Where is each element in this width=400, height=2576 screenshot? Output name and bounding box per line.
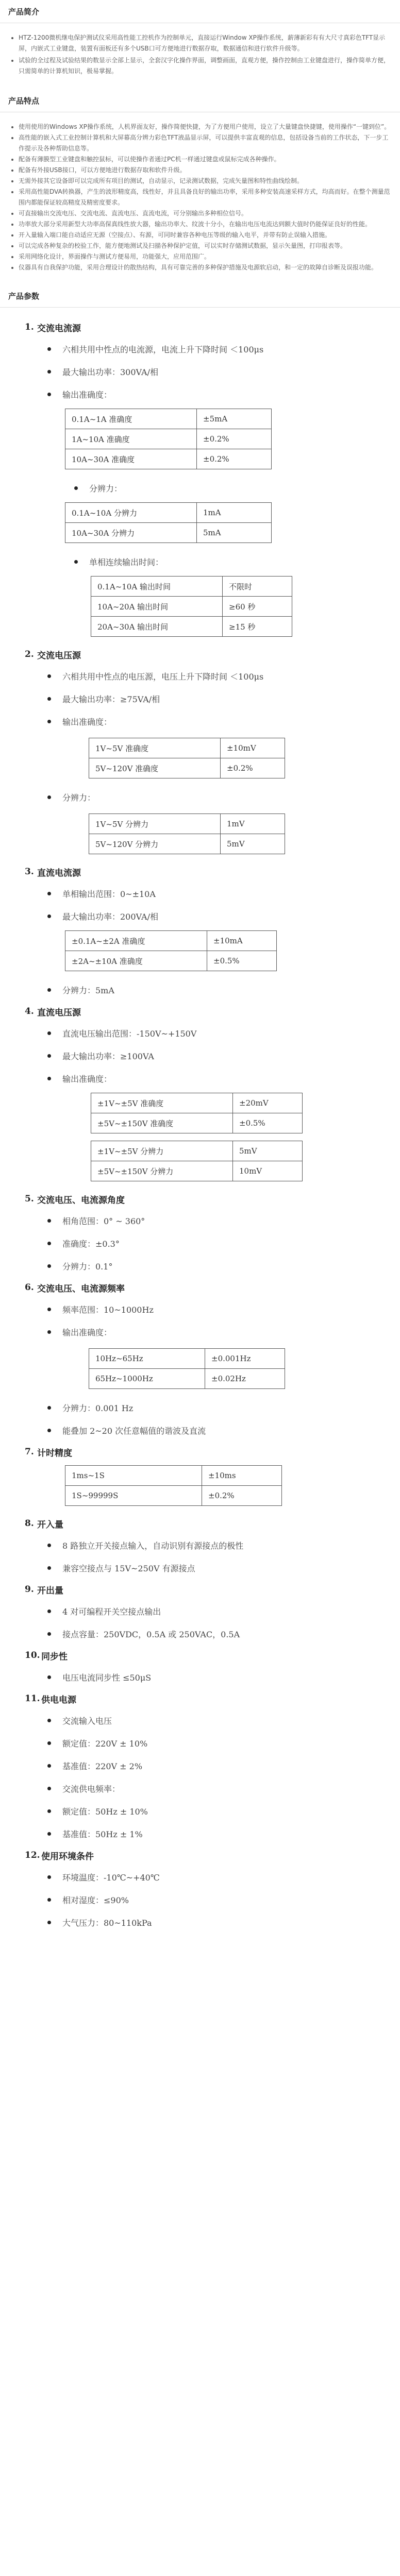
intro-header <box>0 0 400 23</box>
features-body <box>0 112 400 284</box>
bullet-dot <box>47 1809 51 1813</box>
section-number: 1. <box>25 322 34 332</box>
table-row <box>65 1486 282 1506</box>
feature-item: • 配备有外接USB接口，可以方便地进行数据存取和软件升级。 <box>19 165 391 176</box>
table-row <box>65 449 272 469</box>
param-section-title <box>0 861 400 882</box>
table-cell: ±2A~±10A 准确度 <box>65 951 207 971</box>
table-row <box>91 1141 303 1161</box>
table-wrap <box>0 930 400 971</box>
section-number: 2. <box>25 649 34 659</box>
intro-item: • HTZ-1200微机继电保护测试仪采用高性能工控机作为控制单元，直接运行Window XP操作系统，薪薄新彩有有大尺寸真彩色TFT显示屏，内嵌式工业键盘，装置有面板还有多个USB口可方便地进行数据存取，数据通信和进行软件升级等。 <box>19 32 391 54</box>
feature-item: • 使用使用的Windows XP操作系统，人机界面友好，操作简便快捷，为了方便用户使用，设立了大量键盘快捷键，使用操作“一键到位”。 <box>19 122 391 132</box>
param-bullet <box>0 1209 400 1232</box>
param-bullet <box>0 1732 400 1754</box>
bullet-dot <box>47 1741 51 1745</box>
spec-table <box>65 502 272 543</box>
spec-table <box>65 1465 282 1506</box>
param-section-title <box>0 1845 400 1866</box>
param-bullet <box>0 786 400 808</box>
table-cell: ±0.2% <box>202 1486 282 1506</box>
bullet-text: 基准值：50Hz ± 1% <box>62 1829 143 1839</box>
section-title-text: 交流电流源 <box>37 323 81 334</box>
table-row <box>89 758 285 778</box>
table-cell: 0.1A~10A 分辨力 <box>65 503 197 523</box>
param-bullet <box>0 1534 400 1556</box>
bullet-text: 最大输出功率：300VA/相 <box>62 367 158 377</box>
param-bullet <box>0 905 400 927</box>
bullet-dot <box>47 1242 51 1245</box>
bullet-dot <box>47 1406 51 1410</box>
bullet-dot <box>47 1219 51 1223</box>
table-cell: 不限时 <box>223 577 292 597</box>
feature-item: • 采用网络化设计，界面操作与测试方便易用，功能强大，应用范围广。 <box>19 251 391 262</box>
spec-table <box>91 576 292 637</box>
bullet-dot <box>47 1719 51 1722</box>
param-bullet <box>0 1822 400 1845</box>
param-section-title <box>0 1277 400 1298</box>
bullet-text: 六相共用中性点的电压源，电压上升下降时间 ＜100μs <box>62 671 264 682</box>
table-cell: 5mV <box>233 1141 303 1161</box>
table-cell: ±5V~±150V 分辨力 <box>91 1161 233 1181</box>
bullet-dot <box>47 892 51 895</box>
bullet-text: 输出准确度： <box>62 1327 112 1337</box>
bullet-dot <box>47 1764 51 1768</box>
table-cell: ±1V~±5V 分辨力 <box>91 1141 233 1161</box>
table-cell: 10Hz~65Hz <box>89 1349 205 1369</box>
bullet-text: 交流供电频率： <box>62 1784 121 1794</box>
param-bullet <box>0 1888 400 1911</box>
table-cell: 5mV <box>221 834 285 854</box>
spec-table <box>89 738 285 778</box>
feature-item: • 可直接输出交流电压、交流电流、直流电压、直流电流，可分别输出多种相位信号。 <box>19 208 391 219</box>
param-bullet <box>0 383 400 405</box>
bullet-dot <box>47 988 51 992</box>
table-cell: ±0.2% <box>197 449 272 469</box>
param-bullet <box>0 1067 400 1090</box>
table-row <box>91 617 292 637</box>
features-header <box>0 89 400 112</box>
bullet-dot <box>47 1031 51 1035</box>
table-cell: ±0.1A~±2A 准确度 <box>65 931 207 951</box>
bullet-dot <box>47 393 51 396</box>
section-number: 9. <box>25 1584 34 1595</box>
param-bullet <box>0 687 400 710</box>
feature-item: • 采用高性能DVA转换器，产生的波形精度高，线性好，并且具备良好的输出功率，采用多种安装高速采样方式，均高而好。在整个测量范围内都能保证较高精度及精密度要求。 <box>19 187 391 208</box>
bullet-dot <box>47 1787 51 1790</box>
table-row <box>89 814 285 834</box>
bullet-text: 分辨力：0.001 Hz <box>62 1403 134 1413</box>
table-row <box>65 429 272 449</box>
param-bullet <box>0 1800 400 1822</box>
spec-table <box>65 409 272 469</box>
bullet-text: 接点容量：250VDC，0.5A 或 250VAC，0.5A <box>62 1629 240 1639</box>
table-row <box>65 931 277 951</box>
bullet-text: 分辨力：0.1° <box>62 1261 113 1272</box>
feature-item: • 功率放大部分采用新型大功率高保真线性放大器，输出功率大、纹波十分小，在输出电压电流达到额大值时仍能保证良好的性能。 <box>19 219 391 230</box>
table-wrap <box>0 738 400 778</box>
bullet-text: 大气压力：80~110kPa <box>62 1918 152 1928</box>
param-section-title <box>0 317 400 337</box>
table-cell: 0.1A~1A 准确度 <box>65 409 197 429</box>
param-bullet <box>0 1232 400 1255</box>
bullet-text: 单相输出范围：0~±10A <box>62 889 156 899</box>
bullet-dot <box>47 347 51 351</box>
table-cell: ±5V~±150V 准确度 <box>91 1113 233 1133</box>
bullet-dot <box>47 1566 51 1570</box>
table-row <box>91 577 292 597</box>
bullet-text: 输出准确度： <box>62 717 112 727</box>
section-title-text: 直流电流源 <box>37 868 81 878</box>
bullet-dot <box>47 914 51 918</box>
table-wrap <box>0 576 400 637</box>
param-bullet <box>0 1320 400 1343</box>
bullet-text: 额定值：50Hz ± 10% <box>62 1806 148 1817</box>
intro-heading: 产品简介 <box>8 7 40 16</box>
table-wrap <box>0 1093 400 1133</box>
bullet-dot <box>47 1832 51 1836</box>
bullet-dot <box>47 1898 51 1902</box>
table-row <box>65 503 272 523</box>
param-section-title <box>0 1688 400 1709</box>
table-cell: ±0.2% <box>221 758 285 778</box>
param-bullet <box>0 1044 400 1067</box>
param-bullet <box>0 1419 400 1442</box>
param-bullet <box>0 1298 400 1320</box>
table-cell: ±0.001Hz <box>205 1349 285 1369</box>
params-header <box>0 284 400 308</box>
params-heading: 产品参数 <box>8 291 40 301</box>
bullet-text: 准确度：±0.3° <box>62 1239 120 1249</box>
table-cell: 5V~120V 准确度 <box>89 758 221 778</box>
param-section-title <box>0 1513 400 1534</box>
intro-body <box>0 23 400 89</box>
section-number: 8. <box>25 1518 34 1529</box>
table-row <box>91 1161 303 1181</box>
section-title-text: 交流电压、电流源频率 <box>37 1283 125 1294</box>
bullet-dot <box>47 720 51 723</box>
param-bullet <box>0 1255 400 1277</box>
table-cell: 1S~99999S <box>65 1486 202 1506</box>
param-bullet <box>0 1622 400 1645</box>
param-bullet <box>0 665 400 687</box>
table-cell: 5V~120V 分辨力 <box>89 834 221 854</box>
bullet-text: 最大输出功率：200VA/相 <box>62 911 158 922</box>
feature-item: • 仪器具有自我保护功能，采用合理设计的散热结构，具有可靠完善的多种保护措施及电源软启动，和一定的故障自诊断及误报功能。 <box>19 262 391 273</box>
table-cell: 1mA <box>197 503 272 523</box>
bullet-dot <box>47 1054 51 1058</box>
bullet-text: 频率范围：10~1000Hz <box>62 1304 154 1315</box>
table-row <box>65 523 272 543</box>
bullet-dot <box>47 1264 51 1268</box>
table-cell: 1V~5V 分辨力 <box>89 814 221 834</box>
bullet-text: 4 对可编程开关空接点输出 <box>62 1606 161 1617</box>
param-bullet <box>0 1777 400 1800</box>
bullet-text: 基准值：220V ± 2% <box>62 1761 143 1771</box>
table-wrap <box>0 409 400 469</box>
section-title-text: 开入量 <box>37 1519 63 1530</box>
param-subbullet <box>0 477 400 499</box>
table-cell: 1A~10A 准确度 <box>65 429 197 449</box>
feature-item: • 无需外接其它设备即可以完成所有项目的测试，自动显示，记录测试数据，完成矢量图和特性曲线绘制。 <box>19 176 391 187</box>
table-row <box>65 1466 282 1486</box>
spec-table <box>89 1348 285 1389</box>
bullet-dot <box>47 1609 51 1613</box>
table-cell: ≥15 秒 <box>223 617 292 637</box>
section-title-text: 计时精度 <box>37 1448 72 1459</box>
param-bullet <box>0 1396 400 1419</box>
table-cell: ±10mV <box>221 738 285 758</box>
feature-item: • 可以完成各种复杂的校验工作，能方便地测试及扫描各种保护定值，可以实时存储测试数据，显示矢量图，打印报表等。 <box>19 241 391 251</box>
bullet-text: 分辨力： <box>62 792 96 803</box>
table-cell: 10A~20A 输出时间 <box>91 597 223 617</box>
bullet-dot <box>74 486 78 490</box>
section-number: 5. <box>25 1194 34 1204</box>
table-cell: 20A~30A 输出时间 <box>91 617 223 637</box>
section-number: 6. <box>25 1282 34 1293</box>
table-cell: 0.1A~10A 输出时间 <box>91 577 223 597</box>
table-wrap <box>0 502 400 543</box>
param-bullet <box>0 360 400 383</box>
table-cell: ±10ms <box>202 1466 282 1486</box>
section-number: 11. <box>25 1693 40 1704</box>
param-bullet <box>0 882 400 905</box>
param-bullet <box>0 1911 400 1934</box>
table-cell: 10mV <box>233 1161 303 1181</box>
section-title-text: 使用环境条件 <box>41 1851 94 1862</box>
section-title-text: 同步性 <box>41 1651 68 1662</box>
features-heading: 产品特点 <box>8 96 40 106</box>
section-title-text: 交流电压源 <box>37 650 81 661</box>
bullet-dot <box>47 1544 51 1547</box>
param-section-title <box>0 1442 400 1462</box>
param-bullet <box>0 1866 400 1888</box>
param-bullet <box>0 1709 400 1732</box>
bullet-text: 输出准确度： <box>62 1074 112 1084</box>
bullet-text: 直流电压输出范围：-150V~+150V <box>62 1028 197 1039</box>
table-cell: ±5mA <box>197 409 272 429</box>
table-wrap <box>0 1348 400 1389</box>
bullet-dot <box>47 1921 51 1924</box>
params-body <box>0 308 400 1934</box>
section-title-text: 供电电源 <box>41 1694 76 1705</box>
param-subbullet <box>0 550 400 573</box>
table-cell: 5mA <box>197 523 272 543</box>
table-cell: 1ms~1S <box>65 1466 202 1486</box>
table-cell: ±10mA <box>207 931 277 951</box>
table-wrap <box>0 1141 400 1181</box>
bullet-dot <box>47 1675 51 1679</box>
bullet-text: 相角范围：0° ~ 360° <box>62 1216 145 1226</box>
bullet-text: 单相连续输出时间： <box>89 557 164 567</box>
table-row <box>89 834 285 854</box>
bullet-dot <box>47 370 51 374</box>
feature-item: • 配备有薄膜型工业键盘和触控鼠标，可以使操作者通过PC机一样通过键盘或鼠标完成各种操作。 <box>19 154 391 165</box>
section-title-text: 直流电压源 <box>37 1007 81 1018</box>
section-number: 10. <box>25 1650 40 1660</box>
table-cell: 1mV <box>221 814 285 834</box>
table-wrap <box>0 814 400 854</box>
bullet-dot <box>47 1330 51 1334</box>
spec-table <box>91 1093 303 1133</box>
table-row <box>89 1349 285 1369</box>
bullet-dot <box>47 1429 51 1432</box>
param-bullet <box>0 978 400 1001</box>
table-cell: 10A~30A 分辨力 <box>65 523 197 543</box>
table-cell: 65Hz~1000Hz <box>89 1369 205 1389</box>
param-bullet <box>0 337 400 360</box>
table-wrap <box>0 1465 400 1506</box>
param-section-title <box>0 1645 400 1666</box>
section-number: 12. <box>25 1850 40 1860</box>
bullet-text: 额定值：220V ± 10% <box>62 1738 148 1749</box>
bullet-text: 8 路独立开关接点输入，自动识别有源接点的极性 <box>62 1540 244 1551</box>
table-cell: 1V~5V 准确度 <box>89 738 221 758</box>
bullet-text: 最大输出功率：≥100VA <box>62 1051 154 1061</box>
section-title-text: 交流电压、电流源角度 <box>37 1195 125 1206</box>
param-bullet <box>0 1754 400 1777</box>
table-cell: ±0.5% <box>207 951 277 971</box>
bullet-text: 能叠加 2~20 次任意幅值的谐波及直流 <box>62 1426 206 1436</box>
bullet-dot <box>47 697 51 701</box>
param-bullet <box>0 1600 400 1622</box>
table-row <box>91 597 292 617</box>
bullet-text: 分辨力：5mA <box>62 985 114 995</box>
bullet-text: 输出准确度： <box>62 389 112 400</box>
param-section-title <box>0 644 400 665</box>
feature-item: • 高性能的嵌入式工业控制计算机和大屏幕高分辨力彩色TFT液晶显示屏，可以提供丰富直观的信息，包括设备当前的工作状态，下一步工作提示及各种帮助信息等。 <box>19 132 391 154</box>
bullet-dot <box>47 1875 51 1879</box>
param-bullet <box>0 1022 400 1044</box>
bullet-text: 电压电流同步性 ≤50μS <box>62 1672 152 1683</box>
param-section-title <box>0 1579 400 1600</box>
table-cell: ±0.5% <box>233 1113 303 1133</box>
section-number: 3. <box>25 867 34 877</box>
table-cell: ±0.02Hz <box>205 1369 285 1389</box>
spec-table <box>91 1141 303 1181</box>
table-row <box>65 409 272 429</box>
table-cell: ±0.2% <box>197 429 272 449</box>
table-cell: ±20mV <box>233 1093 303 1113</box>
table-cell: ≥60 秒 <box>223 597 292 617</box>
param-bullet <box>0 1556 400 1579</box>
bullet-dot <box>74 560 78 564</box>
param-bullet <box>0 1666 400 1688</box>
spec-table <box>65 930 277 971</box>
intro-item: • 试验的全过程及试验结果的数显示全部上显示，全套汉字化操作界面，调整画面，直观方便，操作控制由工业键盘进行，操作简单方便，只需简单的计算机知识，极易掌握。 <box>19 55 391 77</box>
bullet-text: 交流输入电压 <box>62 1716 112 1726</box>
param-section-title <box>0 1189 400 1209</box>
table-row <box>89 1369 285 1389</box>
bullet-dot <box>47 1077 51 1080</box>
bullet-text: 最大输出功率：≥75VA/相 <box>62 694 160 704</box>
table-row <box>65 951 277 971</box>
spec-table <box>89 814 285 854</box>
bullet-dot <box>47 674 51 678</box>
table-cell: ±1V~±5V 准确度 <box>91 1093 233 1113</box>
bullet-dot <box>47 1632 51 1636</box>
table-row <box>91 1093 303 1113</box>
bullet-text: 兼容空接点与 15V~250V 有源接点 <box>62 1563 195 1573</box>
section-number: 7. <box>25 1447 34 1457</box>
feature-item: • 开入量输入端口能自动适应无源（空接点）、有源，可同时兼容各种电压等级的输入电平，并带有防止误输入措施。 <box>19 230 391 241</box>
table-cell: 10A~30A 准确度 <box>65 449 197 469</box>
bullet-text: 六相共用中性点的电流源，电流上升下降时间 ＜100μs <box>62 344 264 354</box>
section-title-text: 开出量 <box>37 1585 63 1596</box>
bullet-text: 环境温度：-10℃~+40℃ <box>62 1872 160 1883</box>
bullet-dot <box>47 795 51 799</box>
section-number: 4. <box>25 1006 34 1016</box>
bullet-text: 相对湿度：≤90% <box>62 1895 129 1905</box>
param-bullet <box>0 710 400 733</box>
param-section-title <box>0 1001 400 1022</box>
table-row <box>91 1113 303 1133</box>
table-row <box>89 738 285 758</box>
bullet-text: 分辨力： <box>89 483 123 494</box>
bullet-dot <box>47 1308 51 1311</box>
